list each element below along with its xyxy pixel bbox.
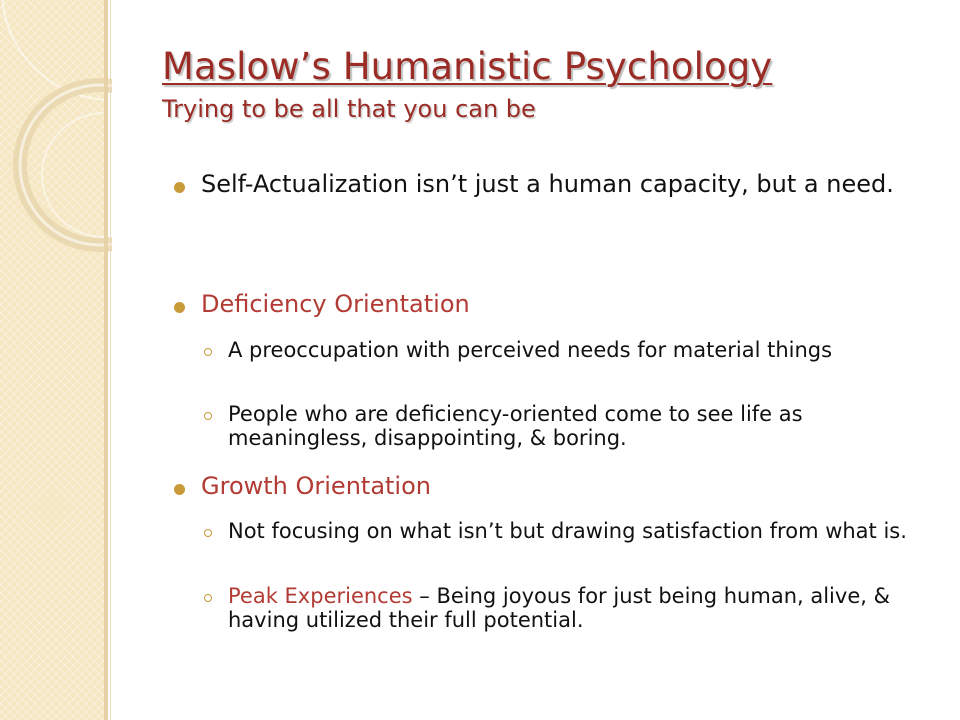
sub-bullet-item bbox=[204, 519, 944, 543]
bullet-item bbox=[174, 290, 944, 319]
bullet-item bbox=[174, 472, 944, 501]
sub-bullet-text bbox=[228, 584, 944, 632]
bullet-text: Self-Actualization isn’t just a human capacity, but a need. bbox=[201, 170, 894, 198]
sub-bullet-item bbox=[204, 584, 944, 632]
bullet-text-highlight: Deficiency Orientation bbox=[201, 290, 470, 318]
bullet-icon bbox=[174, 302, 185, 313]
sub-bullet-text: Not focusing on what isn’t but drawing satisfaction from what is. bbox=[228, 519, 907, 543]
title-block bbox=[162, 44, 942, 124]
bullet-item bbox=[174, 170, 944, 199]
peak-experiences-term: Peak Experiences bbox=[228, 584, 413, 608]
peak-experiences-definition: – Being joyous for just being human, alive, & having utilized their full potential. bbox=[228, 584, 890, 632]
decorative-divider-thin bbox=[110, 0, 111, 720]
slide-title: Maslow’s Humanistic Psychology bbox=[162, 45, 773, 88]
sub-bullet-icon bbox=[204, 412, 212, 420]
bullet-text-highlight: Growth Orientation bbox=[201, 472, 431, 500]
sub-bullet-text: People who are deficiency-oriented come to see life as meaningless, disappointing, & boring. bbox=[228, 402, 803, 450]
sub-bullet-icon bbox=[204, 348, 212, 356]
decorative-divider bbox=[104, 0, 108, 720]
sub-bullet-icon bbox=[204, 594, 212, 602]
slide-subtitle: Trying to be all that you can be bbox=[162, 95, 536, 123]
sub-bullet-icon bbox=[204, 529, 212, 537]
bullet-icon bbox=[174, 484, 185, 495]
decorative-circles-graphic bbox=[0, 0, 112, 260]
sub-bullet-text: A preoccupation with perceived needs for material things bbox=[228, 338, 833, 362]
sub-bullet-item bbox=[204, 338, 944, 362]
sub-bullet-item bbox=[204, 402, 944, 450]
bullet-icon bbox=[174, 182, 185, 193]
